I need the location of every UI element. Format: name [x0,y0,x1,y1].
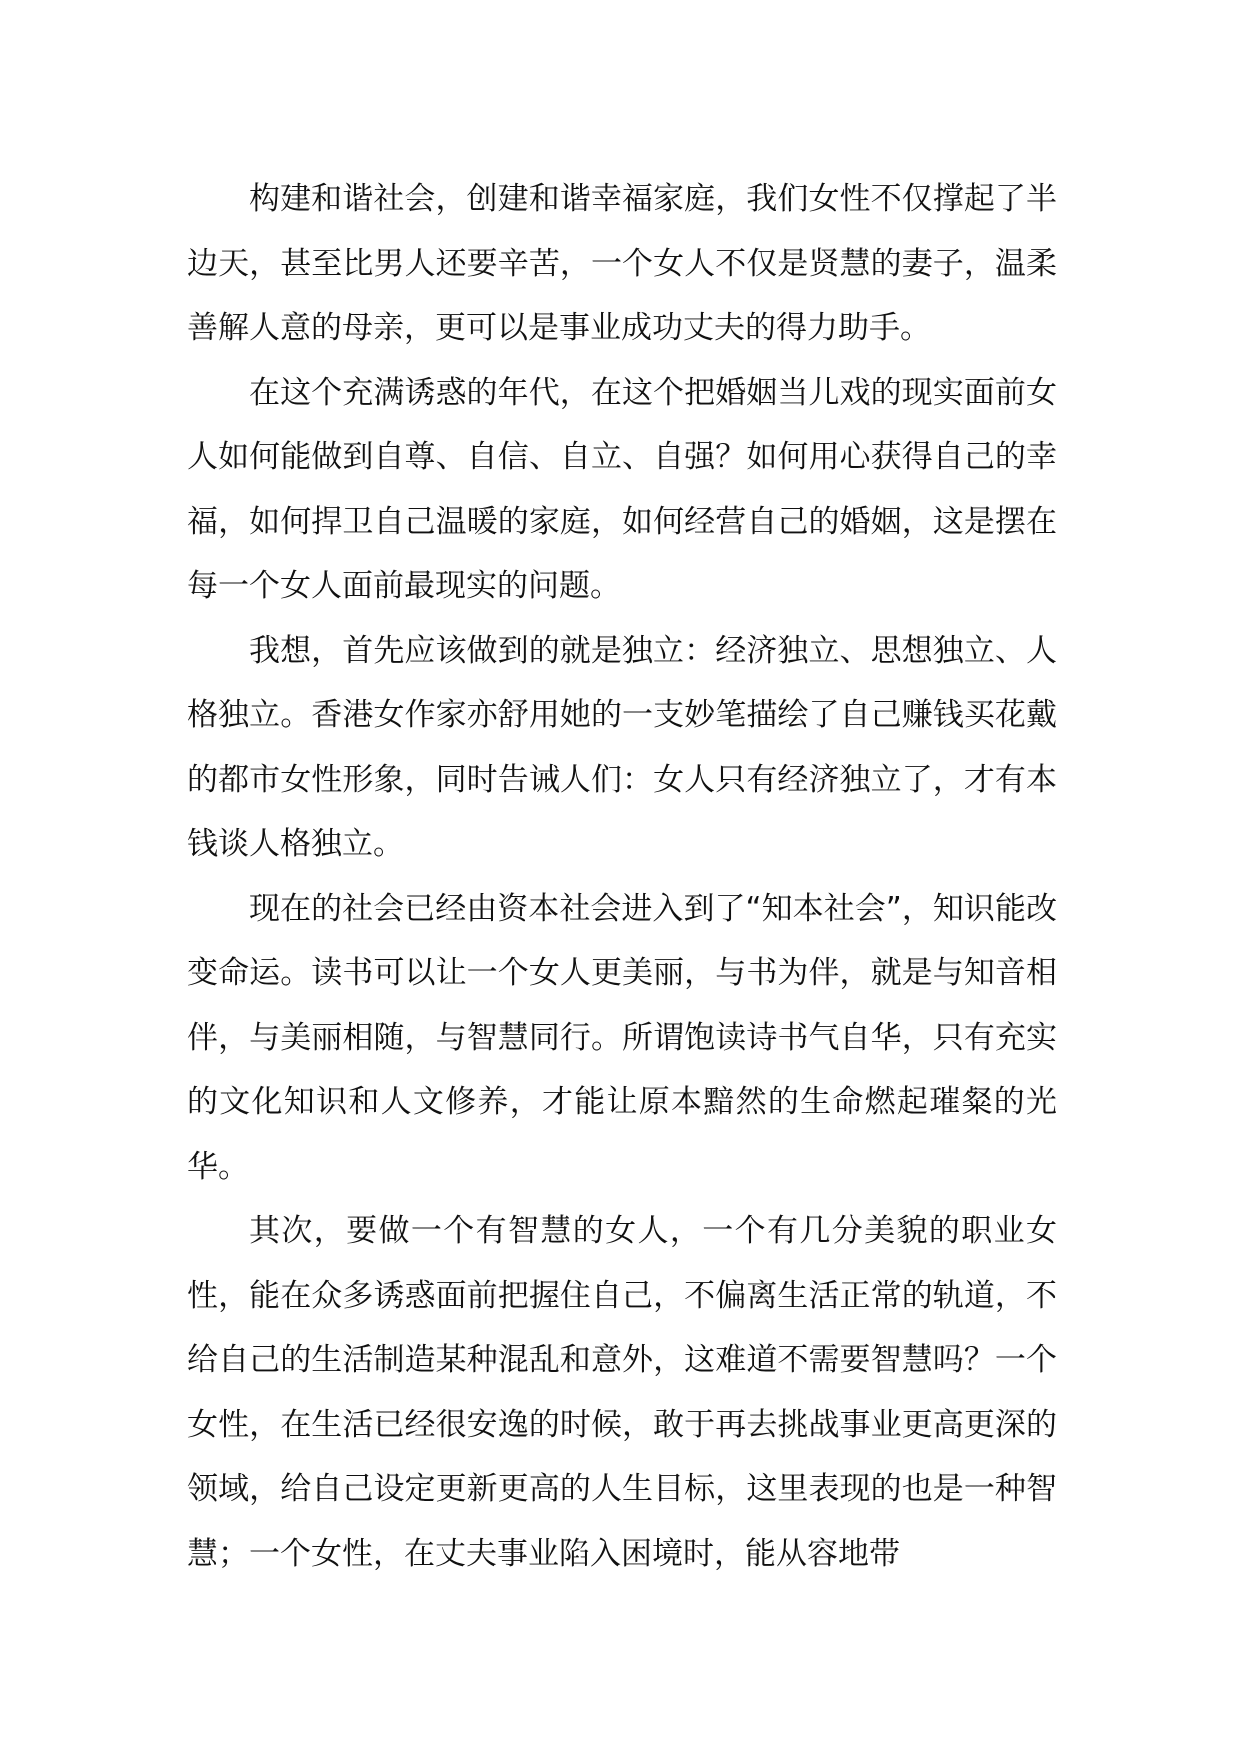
paragraph-3: 我想，首先应该做到的就是独立：经济独立、思想独立、人格独立。香港女作家亦舒用她的一支妙笔描绘了自己赚钱买花戴的都市女性形象，同时告诫人们：女人只有经济独立了，才有本钱谈人格独立。 [187,632,1057,862]
document-body [187,167,1057,1586]
paragraph-2: 在这个充满诱惑的年代，在这个把婚姻当儿戏的现实面前女人如何能做到自尊、自信、自立、自强？如何用心获得自己的幸福，如何捍卫自己温暖的家庭，如何经营自己的婚姻，这是摆在每一个女人面前最现实的问题。 [187,374,1057,604]
paragraph-1: 构建和谐社会，创建和谐幸福家庭，我们女性不仅撑起了半边天，甚至比男人还要辛苦，一个女人不仅是贤慧的妻子，温柔善解人意的母亲，更可以是事业成功丈夫的得力助手。 [187,181,1057,346]
paragraph-4: 现在的社会已经由资本社会进入到了“知本社会”，知识能改变命运。读书可以让一个女人更美丽，与书为伴，就是与知音相伴，与美丽相随，与智慧同行。所谓饱读诗书气自华，只有充实的文化知识和人文修养，才能让原本黯然的生命燃起璀粲的光华。 [187,890,1057,1185]
paragraph-5: 其次，要做一个有智慧的女人，一个有几分美貌的职业女性，能在众多诱惑面前把握住自己，不偏离生活正常的轨道，不给自己的生活制造某种混乱和意外，这难道不需要智慧吗？一个女性，在生活已经很安逸的时候，敢于再去挑战事业更高更深的领域，给自己设定更新更高的人生目标，这里表现的也是一种智慧；一个女性，在丈夫事业陷入困境时，能从容地带 [187,1213,1057,1572]
